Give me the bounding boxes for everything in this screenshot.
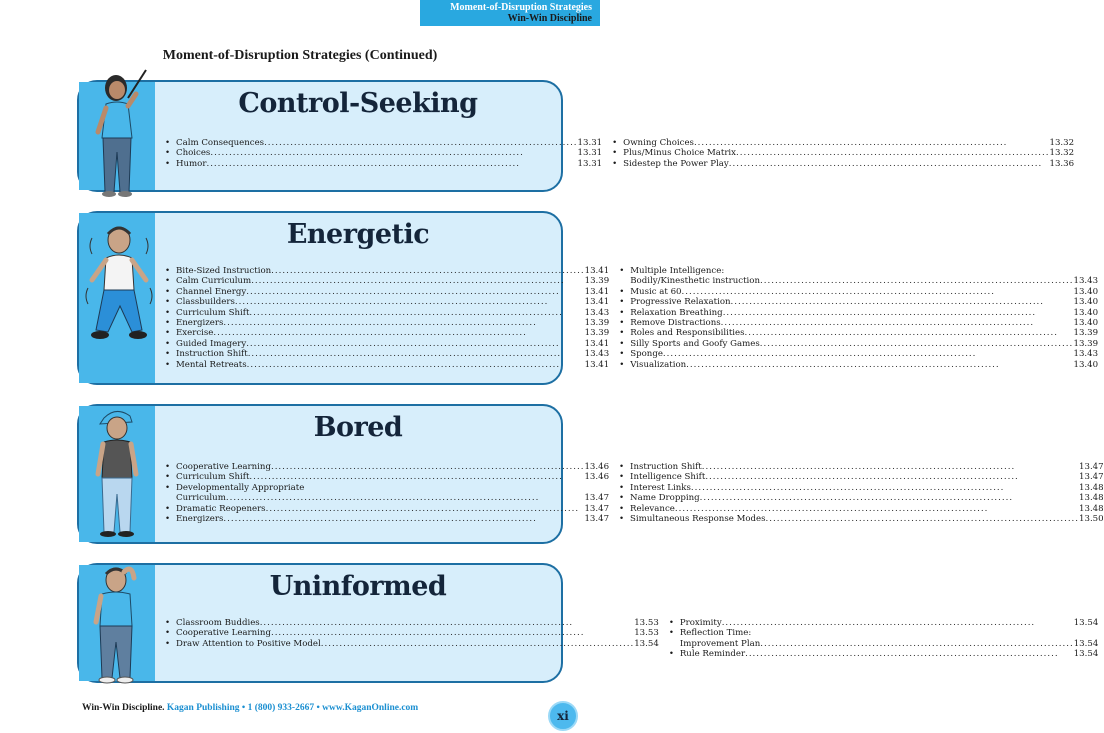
strategy-list-left	[165, 266, 609, 370]
panel-title: Bored	[313, 412, 403, 443]
strategy-list-left	[165, 618, 659, 660]
list-item: • Instruction Shift ..... 13.47	[619, 462, 1104, 472]
page-heading: Moment-of-Disruption Strategies (Continued)	[162, 48, 438, 63]
list-item: • Humor ..... 13.31	[165, 159, 602, 169]
student-bored-illustration	[86, 404, 152, 540]
list-item: • Proximity ..... 13.54	[669, 618, 1099, 628]
student-uninformed-illustration	[86, 560, 152, 686]
list-item: • Developmentally Appropriate	[165, 483, 609, 493]
list-item: • Exercise ..... 13.39	[165, 328, 609, 338]
list-item: • Calm Consequences ..... 13.31	[165, 138, 602, 148]
list-item: • Guided Imagery ..... 13.41	[165, 339, 609, 349]
strategy-list-left	[165, 462, 609, 524]
list-item: • Bite-Sized Instruction ..... 13.41	[165, 266, 609, 276]
list-item: • Curriculum Shift ..... 13.43	[165, 308, 609, 318]
list-item: • Draw Attention to Positive Model ..... 13.54	[165, 639, 659, 649]
list-item: • Classroom Buddies ..... 13.53	[165, 618, 659, 628]
list-item: • Energizers ..... 13.47	[165, 514, 609, 524]
student-energetic-illustration	[84, 218, 154, 348]
book-tab-title: Win-Win Discipline	[507, 13, 592, 24]
strategy-list-right	[619, 266, 1098, 370]
list-item: • Relevance ..... 13.48	[619, 504, 1104, 514]
list-item: • Interest Links ..... 13.48	[619, 483, 1104, 493]
list-item: • Instruction Shift ..... 13.43	[165, 349, 609, 359]
list-item: • Simultaneous Response Modes ..... 13.50	[619, 514, 1104, 524]
list-item: • Channel Energy ..... 13.41	[165, 287, 609, 297]
student-pointing-illustration	[84, 68, 154, 200]
list-item: • Intelligence Shift ..... 13.47	[619, 472, 1104, 482]
list-item: • Roles and Responsibilities ..... 13.39	[619, 328, 1098, 338]
page-footer	[82, 703, 418, 713]
list-item: • Multiple Intelligence:	[619, 266, 1098, 276]
footer-publisher: Kagan Publishing • 1 (800) 933-2667 • www.KaganOnline.com	[166, 703, 419, 713]
list-item: • Silly Sports and Goofy Games ..... 13.39	[619, 339, 1098, 349]
list-item: • Plus/Minus Choice Matrix ..... 13.32	[612, 148, 1074, 158]
list-item: • Cooperative Learning ..... 13.46	[165, 462, 609, 472]
page-number-badge: xi	[548, 701, 578, 731]
list-item: • Name Dropping ..... 13.48	[619, 493, 1104, 503]
panel-title: Uninformed	[269, 571, 447, 602]
list-item: • Sidestep the Power Play ..... 13.36	[612, 159, 1074, 169]
list-item: • Calm Curriculum ..... 13.39	[165, 276, 609, 286]
list-item-continued: Curriculum ..... 13.47	[165, 493, 609, 503]
list-item: • Classbuilders ..... 13.41	[165, 297, 609, 307]
list-item-continued: Bodily/Kinesthetic instruction ..... 13.43	[619, 276, 1098, 286]
panel-title: Control-Seeking	[238, 88, 478, 119]
list-item: • Curriculum Shift ..... 13.46	[165, 472, 609, 482]
strategy-list-right	[619, 462, 1104, 524]
chapter-tab	[420, 0, 600, 26]
list-item: • Reflection Time:	[669, 628, 1099, 638]
list-item: • Relaxation Breathing ..... 13.40	[619, 308, 1098, 318]
footer-book-title: Win-Win Discipline.	[82, 703, 165, 713]
list-item: • Remove Distractions ..... 13.40	[619, 318, 1098, 328]
strategy-list-right	[669, 618, 1099, 660]
list-item-continued: Improvement Plan ..... 13.54	[669, 639, 1099, 649]
list-item: • Rule Reminder ..... 13.54	[669, 649, 1099, 659]
panel-title: Energetic	[286, 219, 430, 250]
list-item: • Choices ..... 13.31	[165, 148, 602, 158]
list-item: • Music at 60 ..... 13.40	[619, 287, 1098, 297]
chapter-tab-title: Moment-of-Disruption Strategies	[450, 2, 592, 13]
strategy-list-right	[612, 138, 1074, 169]
list-item: • Sponge ..... 13.43	[619, 349, 1098, 359]
list-item: • Cooperative Learning ..... 13.53	[165, 628, 659, 638]
list-item: • Progressive Relaxation ..... 13.40	[619, 297, 1098, 307]
list-item: • Mental Retreats ..... 13.41	[165, 360, 609, 370]
list-item: • Owning Choices ..... 13.32	[612, 138, 1074, 148]
list-item: • Dramatic Reopeners ..... 13.47	[165, 504, 609, 514]
list-item: • Visualization ..... 13.40	[619, 360, 1098, 370]
list-item: • Energizers ..... 13.39	[165, 318, 609, 328]
strategy-list-left	[165, 138, 602, 169]
